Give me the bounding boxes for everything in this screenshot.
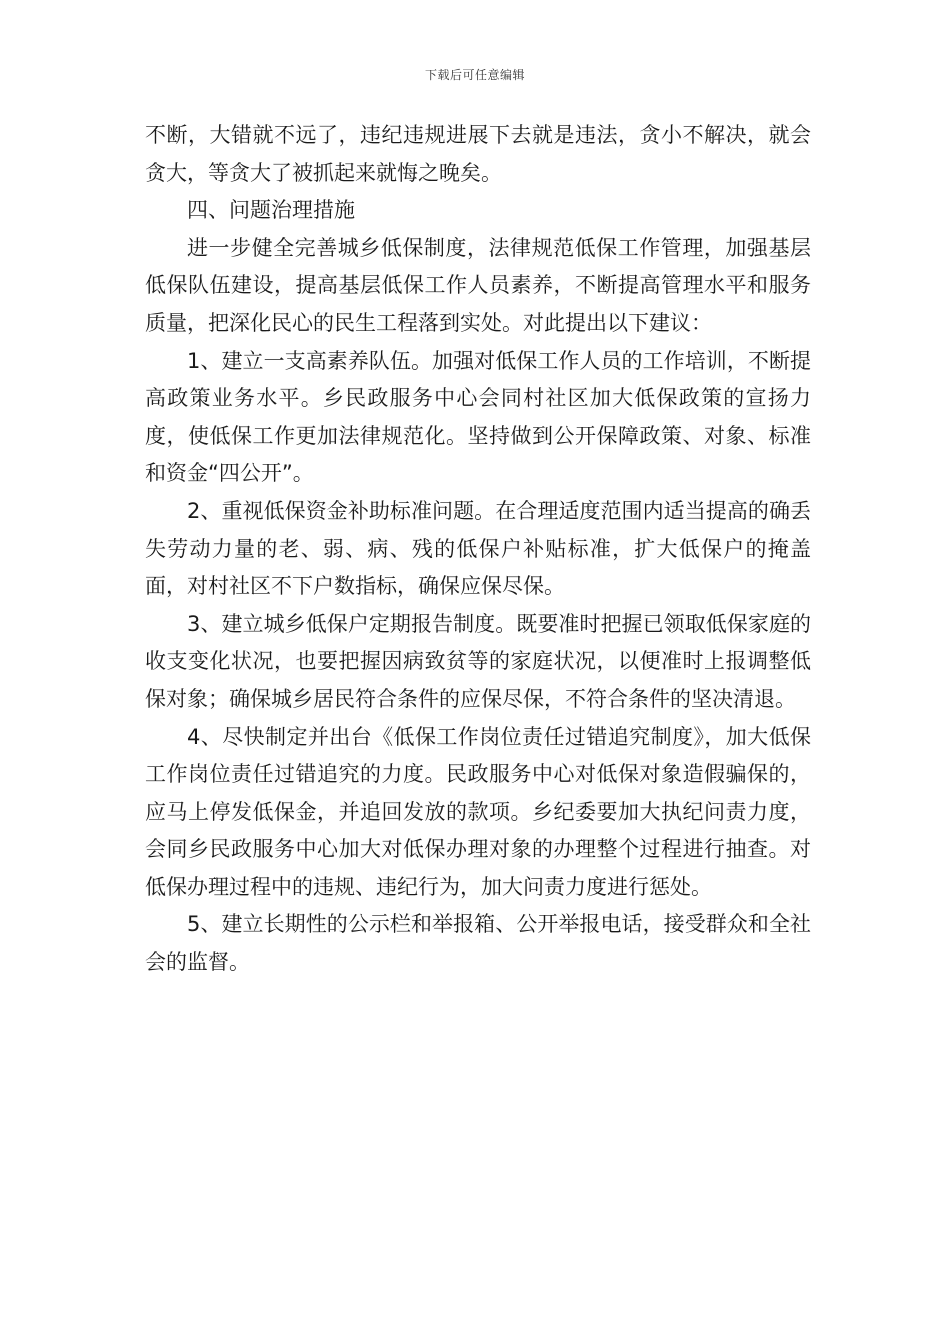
paragraph-item-1: 1、建立一支高素养队伍。加强对低保工作人员的工作培训，不断提高政策业务水平。乡民政服务中心会同村社区加大低保政策的宣扬力度，使低保工作更加法律规范化。坚持做到公开保障政策、对象、标准和资金“四公开”。 [145, 348, 811, 486]
paragraph-item-3: 3、建立城乡低保户定期报告制度。既要准时把握已领取低保家庭的收支变化状况，也要把握因病致贫等的家庭状况，以便准时上报调整低保对象；确保城乡居民符合条件的应保尽保，不符合条件的坚决清退。 [145, 611, 811, 711]
paragraph-item-2: 2、重视低保资金补助标准问题。在合理适度范围内适当提高的确丢失劳动力量的老、弱、病、残的低保户补贴标准，扩大低保户的掩盖面，对村社区不下户数指标，确保应保尽保。 [145, 498, 811, 599]
document-body [145, 117, 811, 982]
paragraph-item-5: 5、建立长期性的公示栏和举报箱、公开举报电话，接受群众和全社会的监督。 [145, 912, 811, 975]
paragraph-continuation: 不断，大错就不远了，违纪违规进展下去就是违法，贪小不解决，就会贪大，等贪大了被抓起来就悔之晚矣。 [145, 123, 811, 185]
paragraph-item-4: 4、尽快制定并出台《低保工作岗位责任过错追究制度》，加大低保工作岗位责任过错追究的力度。民政服务中心对低保对象造假骗保的，应马上停发低保金，并追回发放的款项。乡纪委要加大执纪问责力度，会同乡民政服务中心加大对低保办理对象的办理整个过程进行抽查。对低保办理过程中的违规、违纪行为，加大问责力度进行惩处。 [145, 724, 811, 899]
paragraph-intro: 进一步健全完善城乡低保制度，法律规范低保工作管理，加强基层低保队伍建设，提高基层低保工作人员素养，不断提高管理水平和服务质量，把深化民心的民生工程落到实处。对此提出以下建议： [145, 235, 811, 335]
section-heading: 四、问题治理措施 [187, 198, 355, 223]
page-header: 下载后可任意编辑 [424, 68, 525, 82]
